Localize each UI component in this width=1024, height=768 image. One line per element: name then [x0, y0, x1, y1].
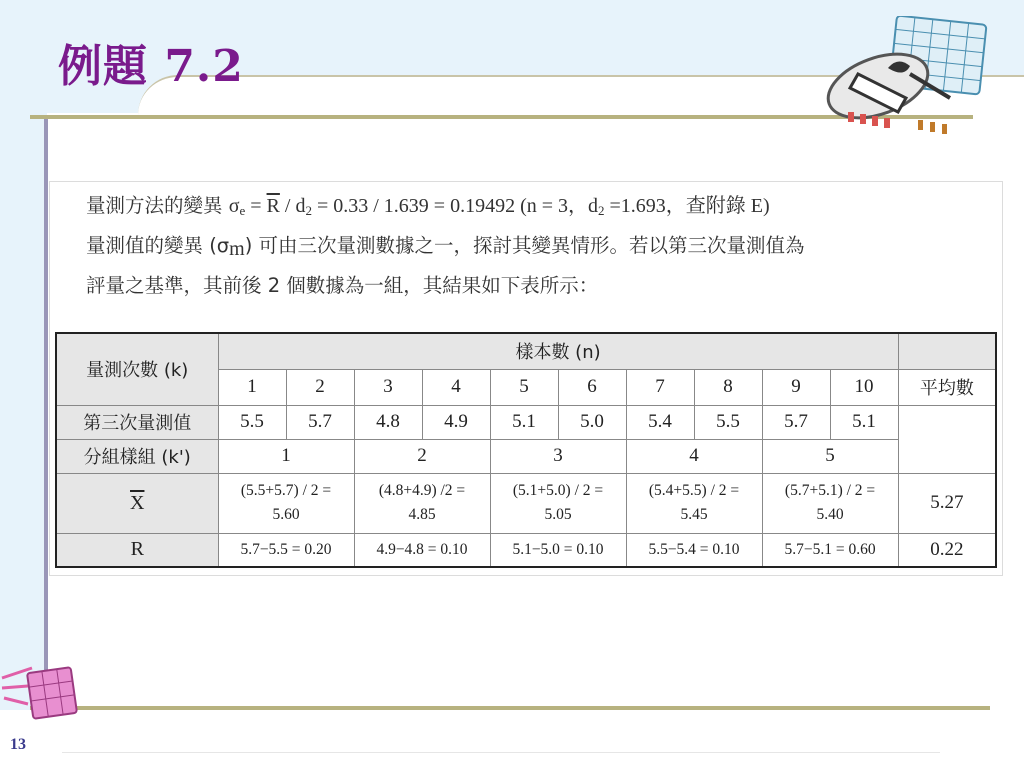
left-band	[0, 113, 47, 710]
xbar-cell	[762, 473, 898, 533]
header-sample-count: 樣本數 (n)	[218, 333, 898, 369]
table-cell: 4.8	[354, 405, 422, 439]
r-bar: $\overline{R}$	[266, 195, 280, 217]
avg-empty-cell	[898, 405, 996, 473]
bottom-rule	[30, 706, 990, 710]
r-cell: 5.7−5.5 = 0.20	[218, 533, 354, 567]
xbar-result: 5.05	[544, 506, 572, 523]
left-rule	[44, 119, 48, 709]
table-cell: 5.0	[558, 405, 626, 439]
table-cell: 5.5	[218, 405, 286, 439]
line1-prefix: 量測方法的變異	[86, 194, 229, 217]
page-number: 13	[10, 736, 26, 753]
table-cell: 5.5	[694, 405, 762, 439]
group-number: 1	[218, 439, 354, 473]
row-label-xbar	[56, 473, 218, 533]
sample-number: 2	[286, 369, 354, 405]
r-symbol: R	[130, 538, 144, 561]
xbar-expr: (5.7+5.1) / 2 =	[784, 482, 876, 499]
eq1a: =	[245, 195, 267, 217]
xbar-expr: (5.4+5.5) / 2 =	[648, 482, 740, 499]
sigma-e: σ	[228, 195, 240, 217]
r-cell: 5.7−5.1 = 0.60	[762, 533, 898, 567]
table-header-row-1	[56, 333, 996, 369]
xbar-result: 5.45	[680, 506, 708, 523]
group-number: 2	[354, 439, 490, 473]
table-cell: 5.4	[626, 405, 694, 439]
sample-number: 9	[762, 369, 830, 405]
xbar-result: 5.60	[272, 506, 300, 523]
table-cell: 4.9	[422, 405, 490, 439]
xbar-cell	[218, 473, 354, 533]
table-row-third-measure	[56, 405, 996, 439]
line2-prefix: 量測值的變異 (σ	[86, 234, 230, 257]
table-cell: 5.7	[286, 405, 354, 439]
table-cell: 5.1	[490, 405, 558, 439]
pink-calendar-icon	[0, 660, 82, 722]
table-row-r	[56, 533, 996, 567]
xbar-cell	[490, 473, 626, 533]
sigma-m-sub: m	[229, 238, 245, 260]
group-number: 3	[490, 439, 626, 473]
problem-paragraph	[86, 186, 991, 306]
paragraph-line-3: 評量之基準，其前後 2 個數據為一組，其結果如下表所示：	[86, 274, 599, 297]
eq1c: = 0.33 / 1.639 = 0.19492 (n = 3，d	[311, 195, 599, 217]
slide-title: 例題 7.2	[58, 41, 244, 92]
sample-number: 1	[218, 369, 286, 405]
d-sub-2: 2	[598, 203, 605, 218]
r-cell: 4.9−4.8 = 0.10	[354, 533, 490, 567]
xbar-cell	[626, 473, 762, 533]
sigma-e-symbol	[229, 195, 770, 217]
paragraph-line-2	[86, 226, 991, 266]
row-label-third-measure: 第三次量測值	[56, 405, 218, 439]
sample-number: 4	[422, 369, 490, 405]
sigma-e-sub: e	[239, 203, 246, 218]
r-cell: 5.1−5.0 = 0.10	[490, 533, 626, 567]
r-cell: 5.5−5.4 = 0.10	[626, 533, 762, 567]
table-cell: 5.1	[830, 405, 898, 439]
table-row-xbar	[56, 473, 996, 533]
group-number: 4	[626, 439, 762, 473]
xbar-expr: (5.1+5.0) / 2 =	[512, 482, 604, 499]
xbar-result: 4.85	[408, 506, 436, 523]
header-empty	[898, 333, 996, 369]
sample-number: 10	[830, 369, 898, 405]
sample-number: 6	[558, 369, 626, 405]
sample-number: 8	[694, 369, 762, 405]
table-cell: 5.7	[762, 405, 830, 439]
eq1b: / d	[279, 195, 306, 217]
line2-suffix: ) 可由三次量測數據之一，探討其變異情形。若以第三次量測值為	[244, 234, 805, 257]
xbar-expr: (5.5+5.7) / 2 =	[240, 482, 332, 499]
header-average: 平均數	[898, 369, 996, 405]
xbar-average: 5.27	[898, 473, 996, 533]
row-label-group: 分組樣組 (k')	[56, 439, 218, 473]
sample-number: 7	[626, 369, 694, 405]
example-content-image	[49, 181, 1003, 576]
x-bar-symbol: $\overline{X}$	[130, 491, 145, 514]
sample-number: 3	[354, 369, 422, 405]
xbar-result: 5.40	[816, 506, 844, 523]
table-row-groups	[56, 439, 996, 473]
sample-number: 5	[490, 369, 558, 405]
footer-line	[62, 752, 940, 753]
xbar-expr: (4.8+4.9) /2 =	[378, 482, 466, 499]
group-number: 5	[762, 439, 898, 473]
sampling-table	[55, 332, 997, 568]
eq1d: =1.693，查附錄 E)	[604, 195, 770, 217]
clipboard-calendar-icon	[818, 16, 994, 136]
d-sub: 2	[305, 203, 312, 218]
header-measure-count: 量測次數 (k)	[56, 333, 218, 405]
r-average: 0.22	[898, 533, 996, 567]
row-label-r	[56, 533, 218, 567]
paragraph-line-1	[86, 186, 991, 226]
xbar-cell	[354, 473, 490, 533]
